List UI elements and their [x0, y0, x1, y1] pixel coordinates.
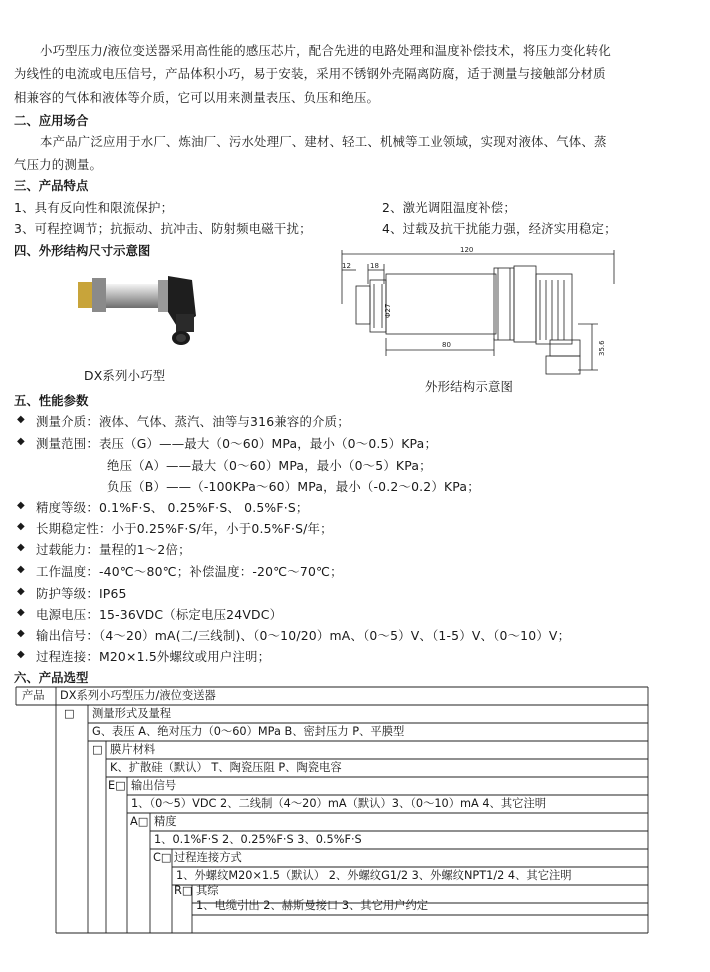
section-2-heading: 二、应用场合 — [14, 113, 89, 128]
table-row — [16, 899, 648, 933]
level-3-code: E□ — [108, 779, 126, 792]
spec-power: 电源电压：15-36VDC（标定电压24VDC） — [36, 607, 283, 622]
level-5-code: C□ — [153, 851, 172, 864]
dim-label-80: 80 — [442, 341, 451, 349]
level-5-title: 过程连接方式 — [174, 851, 242, 864]
checkbox-icon: □ — [64, 707, 75, 720]
spec-accuracy: 精度等级：0.1%F·S、 0.25%F·S、 0.5%F·S； — [36, 500, 309, 515]
table-row — [16, 885, 648, 897]
bullet-diamond-icon: ◆ — [17, 436, 25, 447]
intro-line-2: 为线性的电流或电压信号，产品体积小巧，易于安装，采用不锈钢外壳隔离防腐，适于测量与接触部分材质 — [14, 66, 606, 81]
dim-label-18: 18 — [370, 262, 379, 270]
product-name: DX系列小巧型压力/液位变送器 — [60, 689, 216, 702]
dim-label-35-6: 35.6 — [598, 340, 606, 356]
spec-connection: 过程连接：M20×1.5外螺纹或用户注明； — [36, 649, 271, 664]
table-row — [16, 831, 648, 849]
bullet-diamond-icon: ◆ — [17, 607, 25, 618]
table-row — [16, 795, 648, 813]
level-2-title: 膜片材料 — [110, 743, 156, 756]
level-6-code: R□ — [174, 884, 193, 897]
spec-protection: 防护等级：IP65 — [36, 586, 127, 601]
section-5-heading: 五、性能参数 — [14, 393, 89, 408]
spec-overload: 过载能力：量程的1～2倍； — [36, 542, 191, 557]
level-3-options: 1、（0～5）VDC 2、二线制（4～20）mA（默认）3、（0～10）mA 4、其它注明 — [131, 797, 547, 810]
level-6-title: 其综 — [196, 884, 219, 897]
drawing-caption: 外形结构示意图 — [425, 379, 514, 394]
spec-range-gauge: 测量范围：表压（G）——最大（0～60）MPa，最小（0～0.5）KPa； — [36, 436, 438, 451]
feature-1: 1、具有反向性和限流保护； — [14, 200, 174, 215]
intro-line-3: 相兼容的气体和液体等介质，它可以用来测量表压、负压和绝压。 — [14, 90, 380, 105]
level-1-title: 测量形式及量程 — [92, 707, 172, 720]
level-2-options: K、扩散硅（默认） T、陶瓷压阻 P、陶瓷电容 — [110, 761, 342, 774]
level-4-title: 精度 — [154, 815, 177, 828]
table-row — [16, 849, 648, 867]
feature-3: 3、可程控调节；抗振动、抗冲击、防射频电磁干扰； — [14, 221, 312, 236]
bullet-diamond-icon: ◆ — [17, 586, 25, 597]
dim-label-120: 120 — [460, 246, 474, 254]
spec-range-absolute: 绝压（A）——最大（0～60）MPa，最小（0～5）KPa； — [107, 458, 432, 473]
spec-stability: 长期稳定性：小于0.25%F·S/年，小于0.5%F·S/年； — [36, 521, 333, 536]
spec-medium: 测量介质：液体、气体、蒸汽、油等与316兼容的介质； — [36, 414, 350, 429]
table-row — [16, 759, 648, 777]
section-4-heading: 四、外形结构尺寸示意图 — [14, 243, 151, 258]
bullet-diamond-icon: ◆ — [17, 649, 25, 660]
section-3-heading: 三、产品特点 — [14, 178, 89, 193]
spec-range-negative: 负压（B）——（-100KPa～60）MPa，最小（-0.2～0.2）KPa； — [107, 479, 480, 494]
bullet-diamond-icon: ◆ — [17, 542, 25, 553]
section-2-line-2: 气压力的测量。 — [14, 157, 103, 172]
spec-output: 输出信号：（4～20）mA(二/三线制)、（0～10/20）mA、（0～5）V、（1-5）V、（0～10）V； — [36, 628, 571, 643]
bullet-diamond-icon: ◆ — [17, 414, 25, 425]
bullet-diamond-icon: ◆ — [17, 521, 25, 532]
checkbox-icon: □ — [92, 743, 103, 756]
intro-line-1: 小巧型压力/液位变送器采用高性能的感压芯片，配合先进的电路处理和温度补偿技术，将压力变化转化 — [40, 43, 611, 58]
dim-label-12: 12 — [342, 262, 351, 270]
table-row — [16, 867, 648, 885]
bullet-diamond-icon: ◆ — [17, 564, 25, 575]
photo-caption: DX系列小巧型 — [84, 368, 166, 383]
selection-table — [16, 687, 648, 933]
level-3-title: 输出信号 — [131, 779, 177, 792]
level-5-options: 1、外螺纹M20×1.5（默认） 2、外螺纹G1/2 3、外螺纹NPT1/2 4、其它注明 — [176, 869, 572, 882]
table-row — [16, 705, 648, 723]
table-row — [16, 723, 648, 741]
table-row — [16, 777, 648, 795]
table-row — [16, 813, 648, 831]
bullet-diamond-icon: ◆ — [17, 628, 25, 639]
product-label: 产品 — [22, 689, 45, 702]
table-row — [16, 687, 648, 705]
level-4-options: 1、0.1%F·S 2、0.25%F·S 3、0.5%F·S — [154, 833, 362, 846]
level-1-options: G、表压 A、绝对压力（0～60）MPa B、密封压力 P、平膜型 — [92, 725, 405, 738]
level-6-options: 1、电缆引出 2、赫斯曼接口 3、其它用户约定 — [196, 899, 429, 912]
dim-label-d27: Φ27 — [384, 303, 392, 318]
section-6-heading: 六、产品选型 — [14, 670, 89, 685]
table-row — [16, 741, 648, 759]
level-4-code: A□ — [130, 815, 149, 828]
feature-2: 2、激光调阻温度补偿； — [382, 200, 516, 215]
section-2-line-1: 本产品广泛应用于水厂、炼油厂、污水处理厂、建材、轻工、机械等工业领域，实现对液体、气体、蒸 — [40, 134, 607, 149]
feature-4: 4、过载及抗干扰能力强，经济实用稳定； — [382, 221, 617, 236]
spec-temperature: 工作温度：-40℃～80℃；补偿温度：-20℃～70℃； — [36, 564, 343, 579]
bullet-diamond-icon: ◆ — [17, 500, 25, 511]
